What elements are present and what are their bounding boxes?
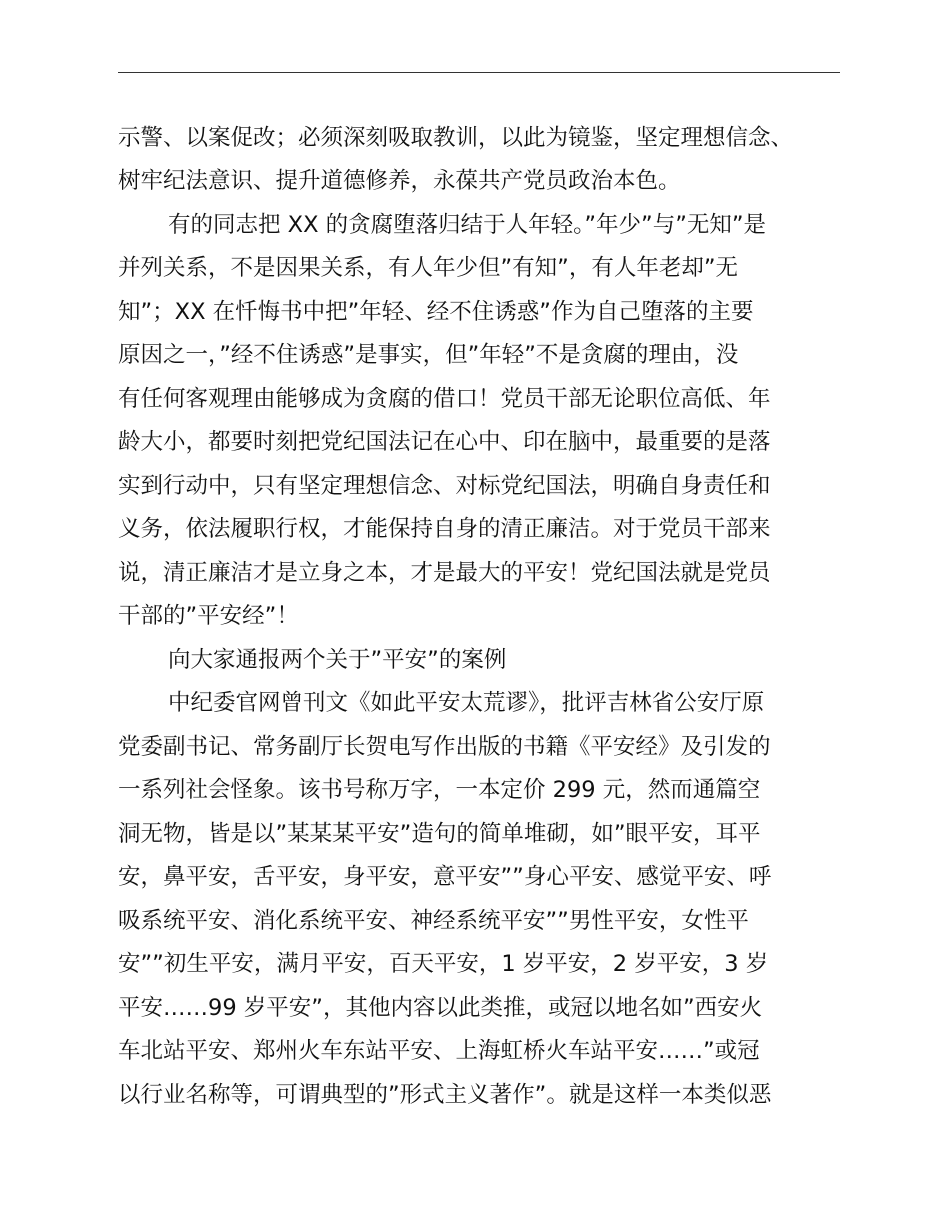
text-line: 龄大小，都要时刻把党纪国法记在心中、印在脑中，最重要的是落: [118, 429, 771, 455]
text-line: 有任何客观理由能够成为贪腐的借口！党员干部无论职位高低、年: [118, 386, 771, 412]
paragraph-start-line: 中纪委官网曾刊文《如此平安太荒谬》，批评吉林省公安厅原: [168, 690, 765, 716]
text-line: 知”；XX 在忏悔书中把”年轻、经不住诱惑”作为自己堕落的主要: [118, 299, 754, 325]
text-line: 安，鼻平安，舌平安，身平安，意平安””身心平安、感觉平安、呼: [118, 864, 772, 890]
text-line: 并列关系，不是因果关系，有人年少但”有知”，有人年老却”无: [118, 255, 738, 281]
text-line: 一系列社会怪象。该书号称万字，一本定价 299 元，然而通篇空: [118, 777, 761, 803]
text-line: 原因之一，”经不住诱惑”是事实，但”年轻”不是贪腐的理由，没: [118, 342, 739, 368]
text-line: 党委副书记、常务副厅长贺电写作出版的书籍《平安经》及引发的: [118, 734, 771, 760]
text-line: 洞无物，皆是以”某某某平安”造句的简单堆砌，如”眼平安，耳平: [118, 821, 761, 847]
text-line: 吸系统平安、消化系统平安、神经系统平安””男性平安，女性平: [118, 908, 749, 934]
text-line: 安””初生平安，满月平安，百天平安，1 岁平安，2 岁平安，3 岁: [118, 951, 769, 977]
text-line: 说，清正廉洁才是立身之本，才是最大的平安！党纪国法就是党员: [118, 560, 771, 586]
header-rule: [118, 72, 840, 73]
text-line: 示警、以案促改；必须深刻吸取教训，以此为镜鉴，坚定理想信念、: [118, 125, 794, 151]
paragraph-start-line: 有的同志把 XX 的贪腐堕落归结于人年轻。”年少”与”无知”是: [168, 212, 767, 238]
text-line: 平安……99 岁平安”，其他内容以此类推，或冠以地名如”西安火: [118, 995, 763, 1021]
section-heading: 向大家通报两个关于”平安”的案例: [168, 647, 507, 673]
text-line: 树牢纪法意识、提升道德修养，永葆共产党员政治本色。: [118, 168, 681, 194]
text-line: 干部的”平安经”！: [118, 603, 299, 629]
text-line: 车北站平安、郑州火车东站平安、上海虹桥火车站平安……”或冠: [118, 1038, 760, 1064]
text-line: 义务，依法履职行权，才能保持自身的清正廉洁。对于党员干部来: [118, 516, 771, 542]
text-line: 以行业名称等，可谓典型的”形式主义著作”。就是这样一本类似恶: [118, 1082, 772, 1108]
text-line: 实到行动中，只有坚定理想信念、对标党纪国法，明确自身责任和: [118, 473, 771, 499]
